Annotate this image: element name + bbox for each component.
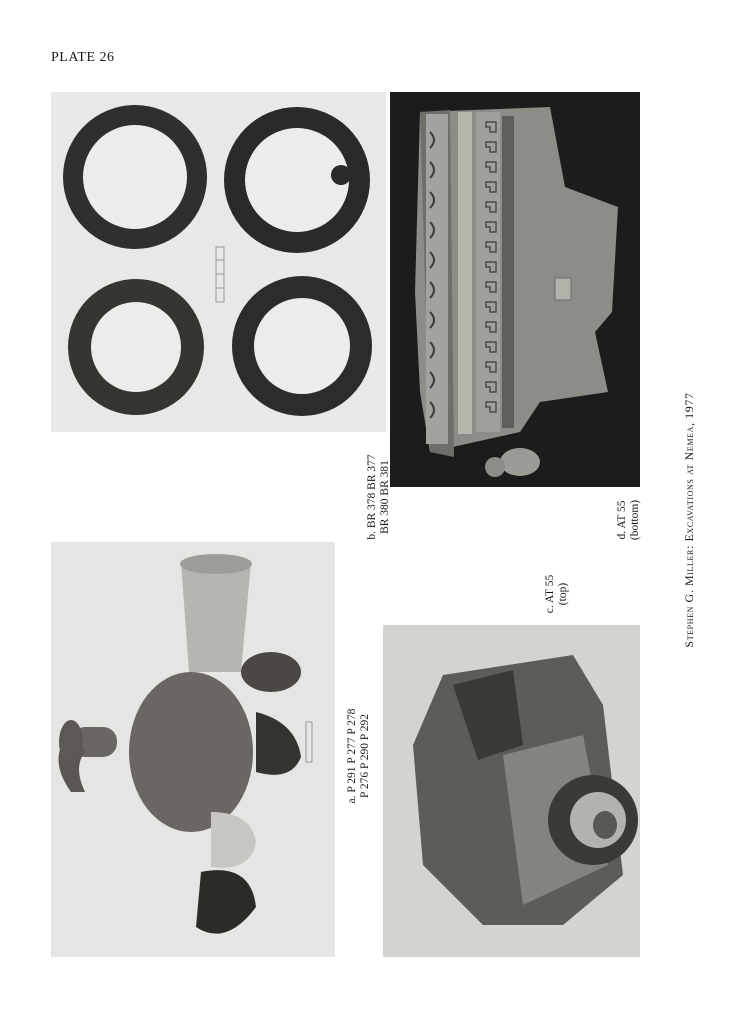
pottery-illustration <box>51 542 335 957</box>
caption-b <box>366 442 394 552</box>
caption-b-line1: b. BR 378 BR 377 <box>366 454 378 540</box>
caption-b-line2: BR 380 BR 381 <box>379 460 391 534</box>
caption-c-line1: c. AT 55 <box>544 574 556 614</box>
jug <box>129 672 253 832</box>
block-illustration <box>390 92 640 487</box>
photo-pottery <box>51 542 335 957</box>
caption-d <box>616 490 644 550</box>
cup <box>181 562 251 672</box>
photo-rings <box>51 92 386 432</box>
fragment-illustration <box>383 625 640 957</box>
cup-fragment <box>241 652 301 692</box>
caption-c-line2: (top) <box>557 582 569 606</box>
caption-a-line1: a. P 291 P 277 P 278 <box>346 708 358 804</box>
running-footer: Stephen G. Miller: Excavations at Nemea, 1977 <box>682 392 696 648</box>
caption-d-line1: d. AT 55 <box>616 500 628 540</box>
rings-illustration <box>51 92 386 432</box>
caption-c <box>544 564 572 624</box>
plate-title: PLATE 26 <box>51 50 115 65</box>
photo-block-bottom <box>390 92 640 487</box>
caption-d-line2: (bottom) <box>629 499 641 541</box>
caption-a-line2: P 276 P 290 P 292 <box>359 713 371 799</box>
photo-fragment-top <box>383 625 640 957</box>
caption-a <box>346 686 374 826</box>
